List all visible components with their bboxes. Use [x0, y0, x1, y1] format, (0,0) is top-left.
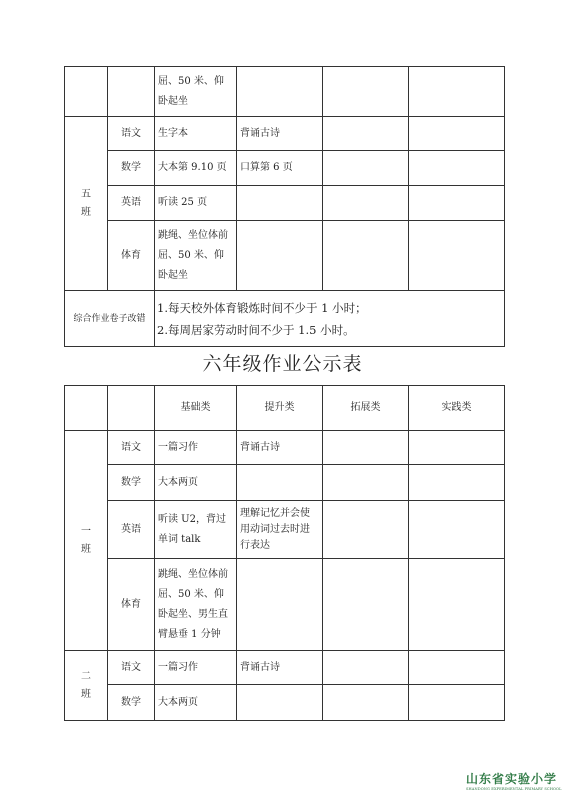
- empty-cell: [323, 651, 409, 685]
- empty-cell: [409, 186, 505, 221]
- improve-cell: 背诵古诗: [237, 651, 323, 685]
- summary-row: [65, 291, 505, 347]
- basic-cell: 听读 25 页: [155, 186, 237, 221]
- header-improve: 提升类: [237, 386, 323, 431]
- subject-cell: 数学: [108, 465, 155, 501]
- subject-cell: 英语: [108, 186, 155, 221]
- empty-cell: [323, 151, 409, 186]
- empty-cell: [323, 465, 409, 501]
- subject-cell: 英语: [108, 501, 155, 559]
- empty-cell: [409, 117, 505, 151]
- subject-cell: 数学: [108, 685, 155, 721]
- subject-cell: 体育: [108, 221, 155, 291]
- grade6-schedule-table: [64, 385, 505, 721]
- class-cell: [65, 67, 108, 117]
- table-row: [65, 465, 505, 501]
- empty-cell: [409, 431, 505, 465]
- empty-cell: [323, 117, 409, 151]
- subject-cell: 语文: [108, 651, 155, 685]
- header-empty-cell: [65, 386, 108, 431]
- table-row: [65, 221, 505, 291]
- summary-line-1: 1.每天校外体育锻炼时间不少于 1 小时；: [157, 300, 367, 315]
- header-expand: 拓展类: [323, 386, 409, 431]
- empty-cell: [409, 501, 505, 559]
- table-row: [65, 151, 505, 186]
- school-logo: [466, 770, 565, 791]
- improve-cell: [237, 685, 323, 721]
- empty-cell: [323, 186, 409, 221]
- empty-cell: [409, 221, 505, 291]
- empty-cell: [323, 559, 409, 651]
- empty-cell: [323, 685, 409, 721]
- summary-line-2: 2.每周居家劳动时间不少于 1.5 小时。: [157, 322, 355, 337]
- basic-cell: 生字本: [155, 117, 237, 151]
- empty-cell: [409, 685, 505, 721]
- basic-cell: 大本两页: [155, 465, 237, 501]
- table-row: [65, 67, 505, 117]
- basic-cell: 大本第 9.10 页: [155, 151, 237, 186]
- subject-cell: 语文: [108, 117, 155, 151]
- header-practice: 实践类: [409, 386, 505, 431]
- improve-cell: [237, 221, 323, 291]
- subject-cell: 体育: [108, 559, 155, 651]
- improve-cell: 口算第 6 页: [237, 151, 323, 186]
- table-row: [65, 117, 505, 151]
- improve-cell: 背诵古诗: [237, 431, 323, 465]
- empty-cell: [323, 67, 409, 117]
- summary-content: [155, 291, 505, 347]
- improve-cell: [237, 559, 323, 651]
- class-name-cell: 一班: [65, 431, 108, 651]
- subject-cell: 数学: [108, 151, 155, 186]
- table-row: [65, 651, 505, 685]
- summary-label: 综合作业卷子改错: [65, 291, 155, 347]
- improve-cell: 理解记忆并会使用动词过去时进行表达: [237, 501, 323, 559]
- header-basic: 基础类: [155, 386, 237, 431]
- empty-cell: [323, 501, 409, 559]
- basic-cell: 一篇习作: [155, 431, 237, 465]
- basic-cell: 听读 U2，背过单词 talk: [155, 501, 237, 559]
- header-row: [65, 386, 505, 431]
- subject-cell: 语文: [108, 431, 155, 465]
- page-title: 六年级作业公示表: [202, 353, 363, 375]
- schedule-table-continued: [64, 66, 505, 347]
- basic-cell: 大本两页: [155, 685, 237, 721]
- pe-basic-cell: 屈、50 米、仰卧起坐: [155, 67, 237, 117]
- empty-cell: [237, 67, 323, 117]
- class-name-cell: 二班: [65, 651, 108, 721]
- empty-cell: [409, 465, 505, 501]
- improve-cell: [237, 465, 323, 501]
- table-row: [65, 559, 505, 651]
- school-logo-chinese: 山东省实验小学: [466, 772, 558, 786]
- empty-cell: [323, 431, 409, 465]
- empty-cell: [409, 651, 505, 685]
- basic-cell: 跳绳、坐位体前屈、50 米、仰卧起坐: [155, 221, 237, 291]
- table-row: [65, 685, 505, 721]
- school-logo-english: SHANDONG EXPERIMENTAL PRIMARY SCHOOL: [466, 787, 562, 791]
- table-row: [65, 186, 505, 221]
- basic-cell: 一篇习作: [155, 651, 237, 685]
- table-row: [65, 431, 505, 465]
- header-empty-cell: [108, 386, 155, 431]
- improve-cell: [237, 186, 323, 221]
- improve-cell: 背诵古诗: [237, 117, 323, 151]
- empty-cell: [409, 67, 505, 117]
- empty-cell: [409, 151, 505, 186]
- subject-cell: [108, 67, 155, 117]
- table-row: [65, 501, 505, 559]
- basic-cell: 跳绳、坐位体前屈、50 米、仰卧起坐、男生直臂悬垂 1 分钟: [155, 559, 237, 651]
- empty-cell: [409, 559, 505, 651]
- class-name-cell: 五班: [65, 117, 108, 291]
- empty-cell: [323, 221, 409, 291]
